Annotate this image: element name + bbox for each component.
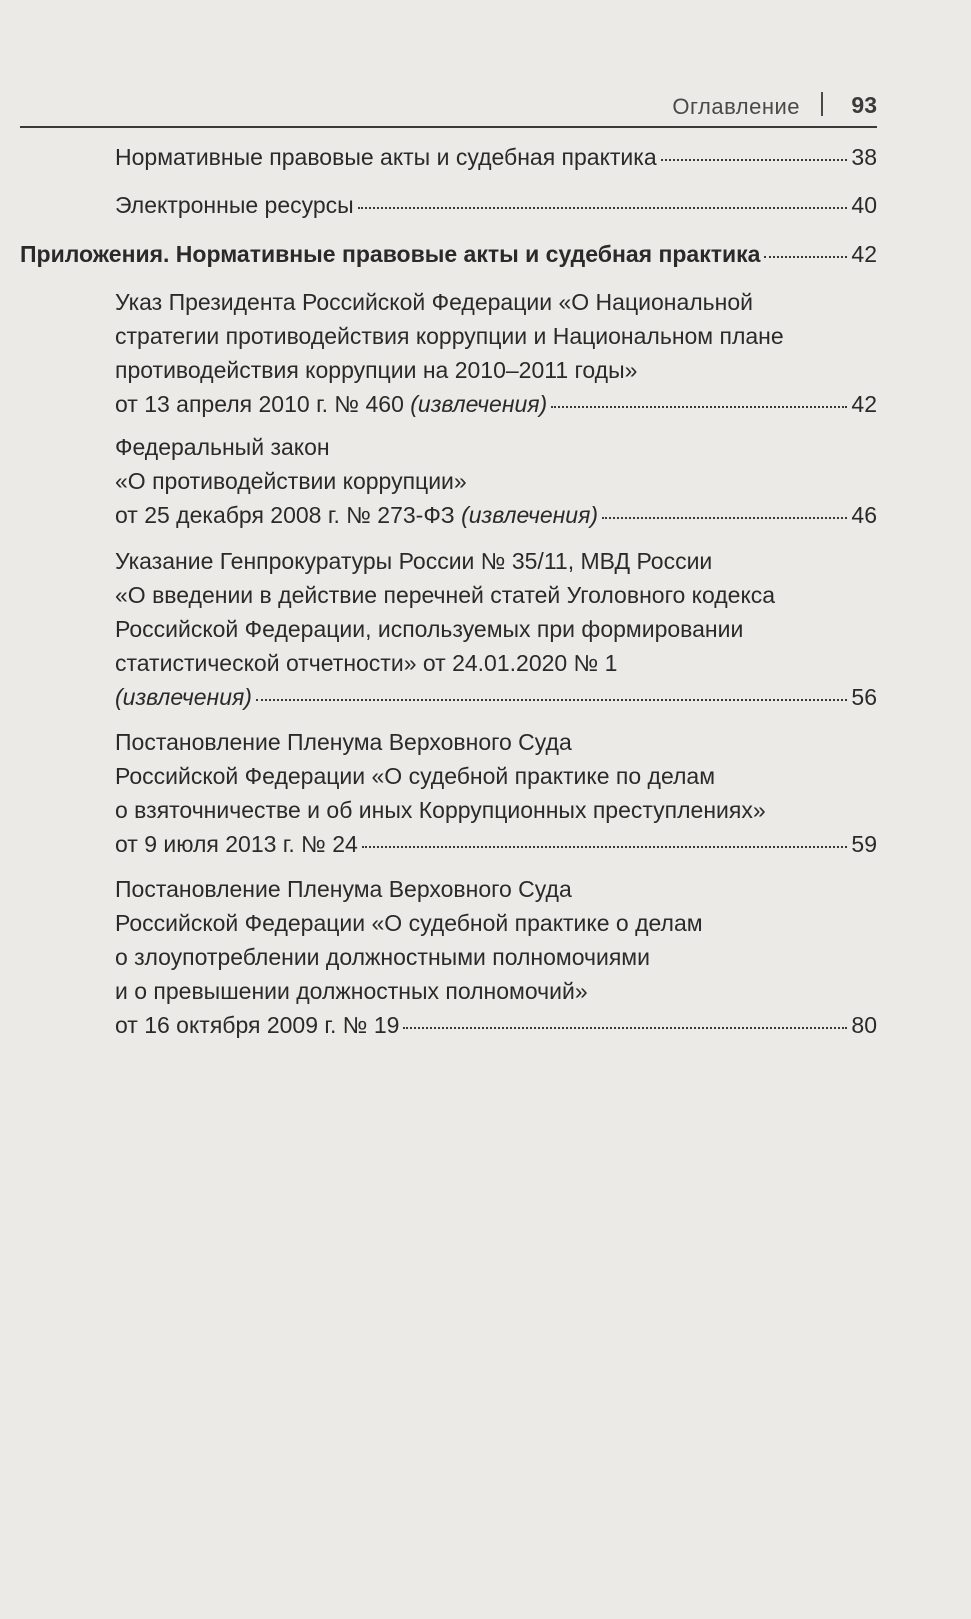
toc-entry-final-line [115,680,877,714]
toc-entry-line: Постановление Пленума Верховного Суда [115,876,572,902]
toc-entry-line: стратегии противодействия коррупции и Национальном плане [115,323,784,349]
toc-entry-line: Российской Федерации, используемых при формировании [115,616,744,642]
toc-entry[interactable] [115,872,877,1042]
toc-entry-text: от 9 июля 2013 г. № 24 [115,831,358,857]
toc-page-number: 42 [851,391,877,417]
toc-entry[interactable] [115,544,877,714]
dot-leader [661,159,848,161]
running-header [0,88,877,124]
toc-entry-line: «О введении в действие перечней статей Уголовного кодекса [115,582,776,608]
toc-main-entry[interactable] [20,237,877,271]
dot-leader [403,1027,847,1029]
toc-entry-line: и о превышении должностных полномочий» [115,978,588,1004]
toc-entry-text: от 13 апреля 2010 г. № 460 [115,391,411,417]
toc-page-number: 38 [851,144,877,170]
toc-page-number: 56 [851,684,877,710]
dot-leader [764,256,847,258]
toc-entry-final-line [115,140,877,174]
toc-entry-line: статистической отчетности» от 24.01.2020 № 1 [115,650,618,676]
toc-entry-line: о взяточничестве и об иных Коррупционных преступлениях» [115,797,766,823]
header-section-title: Оглавление [672,94,800,119]
toc-entry-text: от 16 октября 2009 г. № 19 [115,1012,400,1038]
toc-entry-line: Постановление Пленума Верховного Суда [115,729,572,755]
toc-entry-line: Указ Президента Российской Федерации «О Национальной [115,289,754,315]
toc-entry-text: Приложения. Нормативные правовые акты и судебная практика [20,241,761,267]
toc-entry-line: Указание Генпрокуратуры России № 35/11, МВД России [115,548,713,574]
toc-entry-line: о злоупотреблении должностными полномочиями [115,944,650,970]
header-rule [20,126,877,128]
toc-entry-line: противодействия коррупции на 2010–2011 годы» [115,357,638,383]
toc-entry-final-line [115,1008,877,1042]
toc-entry-line: Российской Федерации «О судебной практике по делам [115,763,716,789]
toc-entry-note: (извлечения) [461,502,599,528]
toc-entry[interactable] [115,188,877,222]
toc-entry-text: от 25 декабря 2008 г. № 273-ФЗ [115,502,462,528]
toc-entry[interactable] [115,285,877,421]
toc-entry-final-line [20,237,877,271]
toc-entry-text: Нормативные правовые акты и судебная практика [115,144,657,170]
header-page-number: 93 [851,92,877,118]
toc-entry[interactable] [115,430,877,532]
toc-entry[interactable] [115,725,877,861]
toc-page-number: 59 [851,831,877,857]
toc-entry-final-line [115,827,877,861]
toc-entry-note: (извлечения) [410,391,548,417]
header-separator [821,92,823,116]
toc-entry-line: «О противодействии коррупции» [115,468,467,494]
toc-entry-final-line [115,498,877,532]
toc-page-number: 80 [851,1012,877,1038]
toc-entry-text: Электронные ресурсы [115,192,354,218]
toc-entry-note: (извлечения) [115,684,252,710]
toc-entry[interactable] [115,140,877,174]
toc-entry-final-line [115,387,877,421]
toc-entry-line: Российской Федерации «О судебной практике о делам [115,910,703,936]
toc-entry-line: Федеральный закон [115,434,330,460]
dot-leader [358,207,848,209]
toc-page-number: 46 [851,502,877,528]
dot-leader [551,406,847,408]
toc-entry-final-line [115,188,877,222]
dot-leader [602,517,847,519]
toc-page-number: 42 [851,241,877,267]
dot-leader [362,846,848,848]
toc-page-number: 40 [851,192,877,218]
dot-leader [256,699,847,701]
